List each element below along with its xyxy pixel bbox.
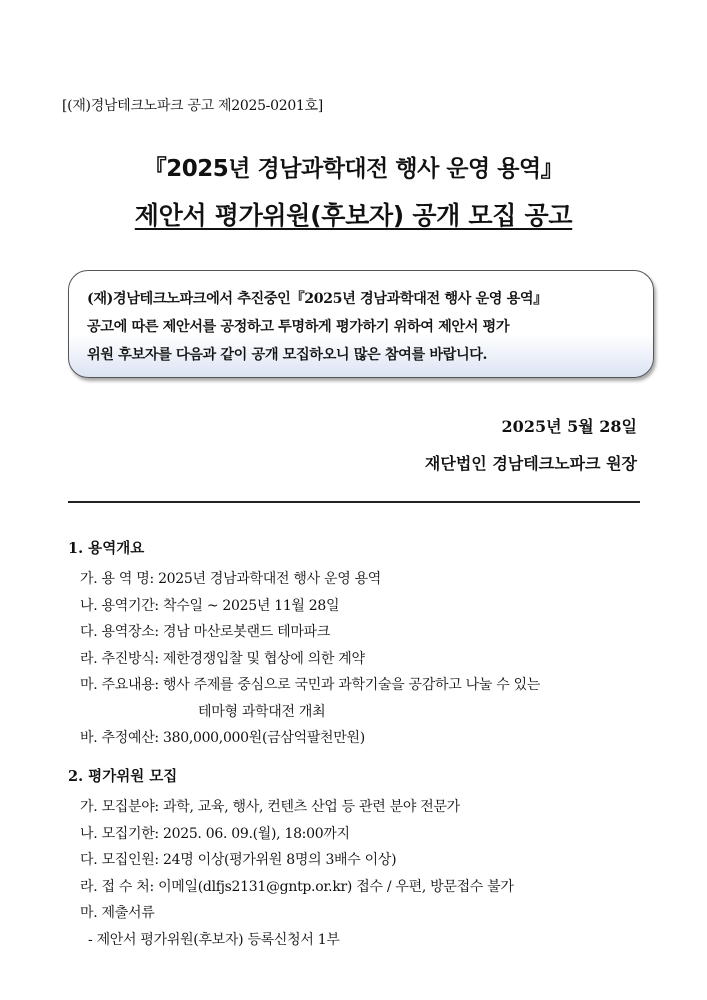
item-label: 가. 모집분야: [80,799,163,815]
list-item [68,725,648,752]
item-value: 제한경쟁입찰 및 협상에 의한 계약 [163,650,365,667]
item-label: 라. 추진방식: [80,650,163,667]
item-value: 2025년 경남과학대전 행사 운영 용역 [158,571,382,587]
section-2-title: 2. 평가위원 모집 [68,768,178,785]
item-label: 마. 제출서류 [80,905,155,921]
submission-document-item: - 제안서 평가위원(후보자) 등록신청서 1부 [88,931,340,948]
list-item [68,566,648,593]
item-value-continuation: 테마형 과학대전 개최 [198,703,326,720]
item-value: 380,000,000원(금삼억팔천만원) [163,729,365,746]
list-item [68,874,648,901]
item-value: 경남 마산로봇랜드 테마파크 [163,624,330,640]
notice-number: [(재)경남테크노파크 공고 제2025-0201호] [62,98,323,114]
title-line-2 [0,196,707,232]
list-item [68,593,648,620]
issuer: 재단법인 경남테크노파크 원장 [424,454,637,473]
item-label: 나. 용역기간: [80,597,163,614]
title-line-1: 『2025년 경남과학대전 행사 운영 용역』 [143,156,564,182]
list-item [68,847,648,874]
list-item [68,672,648,699]
announcement-date: 2025년 5월 28일 [501,417,637,436]
divider [68,501,640,503]
item-value: 과학, 교육, 행사, 컨텐츠 산업 등 관련 분야 전문가 [163,799,460,815]
title-line-2-text: 제안서 평가위원(후보자) 공개 모집 공고 [134,201,573,230]
intro-line-2: 공고에 따른 제안서를 공정하고 투명하게 평가하기 위하여 제안서 평가 [87,319,510,335]
item-label: 나. 모집기한: [80,825,163,842]
list-item [68,619,648,646]
item-value: 2025. 06. 09.(월), 18:00까지 [163,825,350,842]
intro-line-1: (재)경남테크노파크에서 추진중인『2025년 경남과학대전 행사 운영 용역』 [87,291,548,307]
item-label: 바. 추정예산: [80,729,163,746]
item-value: 착수일 ~ 2025년 11월 28일 [163,597,340,614]
item-label: 가. 용 역 명: [80,571,159,587]
item-value: 24명 이상(평가위원 8명의 3배수 이상) [163,852,397,868]
item-label: 마. 주요내용: [80,677,163,693]
section-1-title: 1. 용역개요 [68,540,145,557]
list-item [68,794,648,821]
section-evaluator-recruitment [68,765,648,953]
section-service-overview [68,537,648,751]
item-value: 행사 주제를 중심으로 국민과 과학기술을 공감하고 나눌 수 있는 [163,677,541,693]
item-label: 다. 용역장소: [80,624,163,640]
intro-box [68,270,654,378]
list-item [68,646,648,673]
intro-line-3: 위원 후보자를 다음과 같이 공개 모집하오니 많은 참여를 바랍니다. [87,347,488,363]
list-item [68,821,648,848]
item-value: 이메일(dlfjs2131@gntp.or.kr) 접수 / 우편, 방문접수 불가 [158,878,514,895]
list-item [68,900,648,927]
item-value [154,900,648,927]
item-label: 라. 접 수 처: [80,878,159,895]
item-label: 다. 모집인원: [80,852,163,868]
